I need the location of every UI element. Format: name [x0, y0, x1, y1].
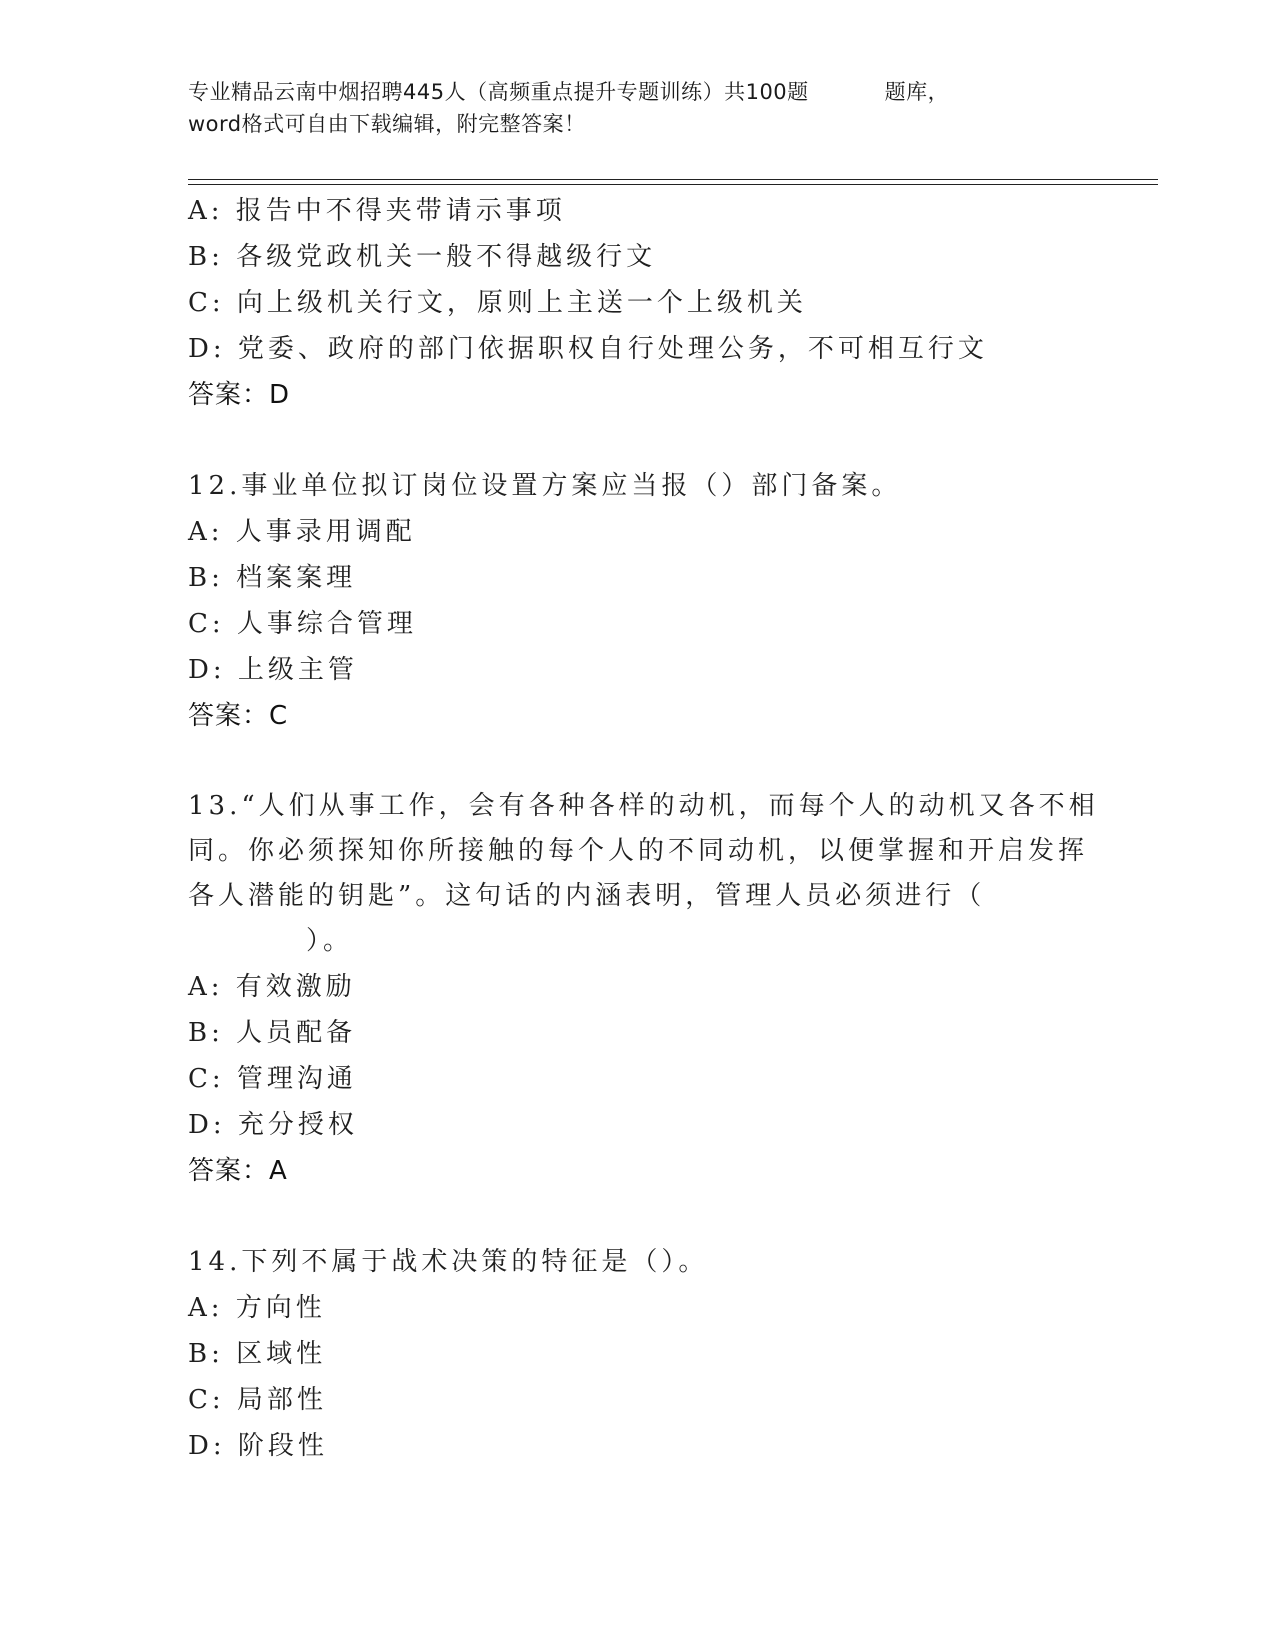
option-d: D: 上级主管	[188, 655, 358, 685]
question-stem-line: 同。你必须探知你所接触的每个人的不同动机，以便掌握和开启发挥	[188, 836, 1089, 866]
option-c: C: 局部性	[188, 1385, 327, 1415]
question-stem: 14.下列不属于战术决策的特征是（）。	[188, 1247, 709, 1277]
question-stem: 12.事业单位拟订岗位设置方案应当报（）部门备案。	[188, 471, 902, 501]
option-b: B: 档案案理	[188, 563, 357, 593]
document-header	[188, 76, 1068, 140]
question-stem-line: ）。	[306, 926, 354, 956]
spacer	[188, 418, 1088, 463]
question-stem-line: 各人潜能的钥匙”。这句话的内涵表明，管理人员必须进行（	[188, 881, 986, 911]
answer-line: 答案：C	[188, 701, 289, 731]
header-line-2: word格式可自由下载编辑，附完整答案！	[188, 112, 586, 136]
question-13	[188, 784, 1099, 1194]
question-list	[188, 188, 1099, 1469]
option-a: A: 人事录用调配	[188, 517, 416, 547]
option-b: B: 人员配备	[188, 1018, 357, 1048]
header-title-suffix: 题库，	[884, 80, 950, 104]
option-d: D: 党委、政府的部门依据职权自行处理公务，不可相互行文	[188, 334, 988, 364]
header-divider-top	[188, 179, 1158, 180]
option-c: C: 管理沟通	[188, 1064, 357, 1094]
question-stem-line: 13.“人们从事工作，会有各种各样的动机，而每个人的动机又各不相	[188, 791, 1099, 821]
option-b: B: 区域性	[188, 1339, 327, 1369]
header-divider-bottom	[188, 184, 1158, 185]
header-line-1	[188, 76, 1068, 108]
option-c: C: 向上级机关行文，原则上主送一个上级机关	[188, 288, 807, 318]
option-a: A: 报告中不得夹带请示事项	[188, 196, 566, 226]
question-14	[188, 1239, 1088, 1469]
question-12	[188, 463, 1088, 739]
option-b: B: 各级党政机关一般不得越级行文	[188, 242, 657, 272]
spacer	[188, 739, 1088, 784]
option-a: A: 方向性	[188, 1293, 326, 1323]
header-title: 专业精品云南中烟招聘445人（高频重点提升专题训练）共100题	[188, 80, 809, 104]
answer-line: 答案：D	[188, 380, 291, 410]
option-d: D: 阶段性	[188, 1431, 328, 1461]
question-11	[188, 188, 1088, 418]
option-a: A: 有效激励	[188, 972, 356, 1002]
answer-line: 答案：A	[188, 1156, 288, 1186]
spacer	[188, 1194, 1088, 1239]
option-c: C: 人事综合管理	[188, 609, 417, 639]
option-d: D: 充分授权	[188, 1110, 358, 1140]
